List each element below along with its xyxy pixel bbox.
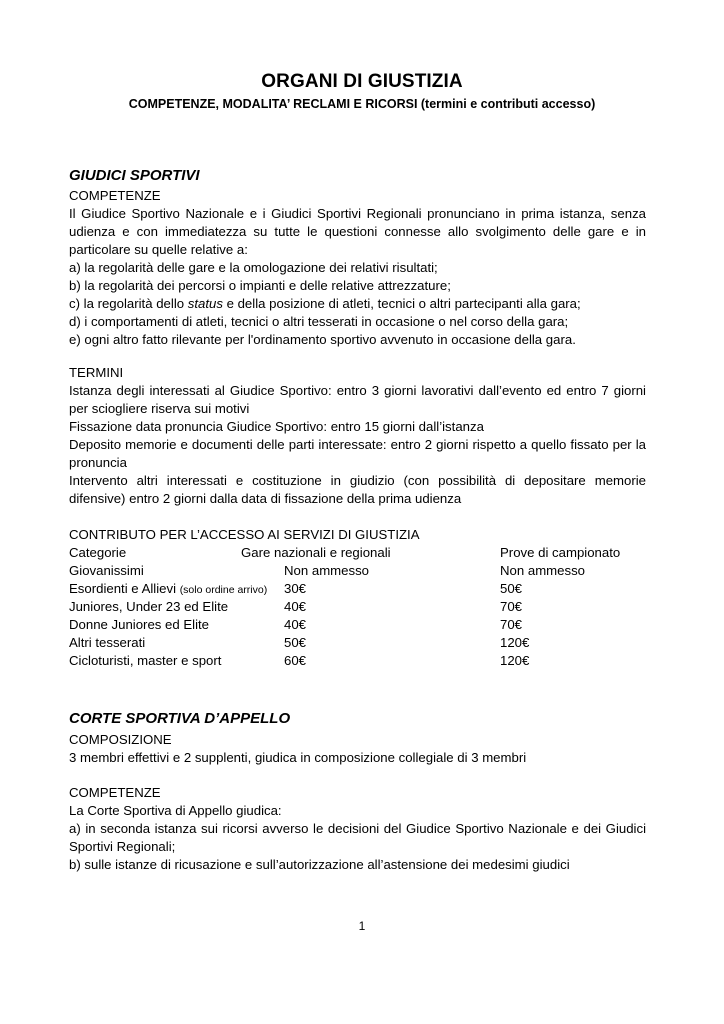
table-row: Cicloturisti, master e sport 60€ 120€ — [69, 653, 530, 668]
page-subtitle: COMPETENZE, MODALITA’ RECLAMI E RICORSI (termini e contributi accesso) — [128, 97, 596, 111]
table-row: Juniores, Under 23 ed Elite 40€ 70€ — [69, 599, 523, 614]
table-row: Giovanissimi Non ammesso Non ammesso — [69, 563, 586, 578]
corte-item-a: a) in seconda istanza sui ricorsi avverso le decisioni del Giudice Sportivo Nazionale e dei Giudici Sportivi Regionali; — [69, 821, 646, 854]
termine-deposito: Deposito memorie e documenti delle parti interessate: entro 2 giorni rispetto a quello fissato per la pronuncia — [69, 437, 646, 470]
composizione-label: COMPOSIZIONE — [69, 732, 172, 747]
list-item-d: d) i comportamenti di atleti, tecnici o altri tesserati in occasione o nel corso della gara; — [69, 314, 569, 329]
page-number: 1 — [358, 919, 366, 933]
category-note: (solo ordine arrivo) — [179, 584, 268, 596]
page-title: ORGANI DI GIUSTIZIA — [261, 71, 463, 92]
column-header: Prove di campionato — [500, 545, 621, 560]
competenze-label: COMPETENZE — [69, 785, 161, 800]
termine-fissazione: Fissazione data pronuncia Giudice Sportivo: entro 15 giorni dall’istanza — [69, 419, 484, 434]
corte-item-b: b) sulle istanze di ricusazione e sull’autorizzazione all’astensione dei medesimi giudici — [69, 857, 570, 872]
list-item-b: b) la regolarità dei percorsi o impianti e delle relative attrezzature; — [69, 278, 451, 293]
contributo-table — [69, 526, 646, 670]
table-row: Esordienti e Allievi (solo ordine arrivo) 30€ 50€ — [69, 581, 523, 596]
section-heading-corte: CORTE SPORTIVA D’APPELLO — [69, 710, 291, 727]
table-row: Altri tesserati 50€ 120€ — [69, 635, 530, 650]
contributo-label: CONTRIBUTO PER L’ACCESSO AI SERVIZI DI GIUSTIZIA — [69, 527, 420, 542]
list-item-a: a) la regolarità delle gare e la omologazione dei relativi risultati; — [69, 260, 438, 275]
termine-intervento: Intervento altri interessati e costituzione in giudizio (con possibilità di depositare memorie difensive) entro 2 giorni dalla data di fissazione della prima udienza — [69, 473, 646, 506]
competenze-label: COMPETENZE — [69, 188, 161, 203]
termine-istanza: Istanza degli interessati al Giudice Sportivo: entro 3 giorni lavorativi dall’evento ed entro 7 giorni per sciogliere riserva sui motivi — [69, 383, 646, 416]
giudici-competenze — [69, 187, 646, 349]
status-term: status — [187, 296, 223, 311]
giudici-termini — [69, 364, 646, 508]
corte-intro: La Corte Sportiva di Appello giudica: — [69, 803, 282, 818]
corte-composizione — [69, 731, 646, 767]
list-item-c: c) la regolarità dello status e della posizione di atleti, tecnici o altri partecipanti alla gara; — [69, 296, 581, 311]
column-header: Categorie — [69, 545, 127, 560]
table-row: Donne Juniores ed Elite 40€ 70€ — [69, 617, 523, 632]
giudici-intro: Il Giudice Sportivo Nazionale e i Giudici Sportivi Regionali pronunciano in prima istanza, senza udienza e con immediatezza su tutte le questioni connesse allo svolgimento delle gare e in particolare su quelle relative a: — [69, 206, 646, 257]
corte-competenze — [69, 784, 646, 874]
column-header: Gare nazionali e regionali — [241, 545, 391, 560]
list-item-e: e) ogni altro fatto rilevante per l'ordinamento sportivo avvenuto in occasione della gara. — [69, 332, 576, 347]
termini-label: TERMINI — [69, 365, 124, 380]
table-header-row — [69, 544, 646, 562]
section-heading-giudici: GIUDICI SPORTIVI — [69, 167, 200, 184]
composizione-text: 3 membri effettivi e 2 supplenti, giudica in composizione collegiale di 3 membri — [69, 750, 527, 765]
